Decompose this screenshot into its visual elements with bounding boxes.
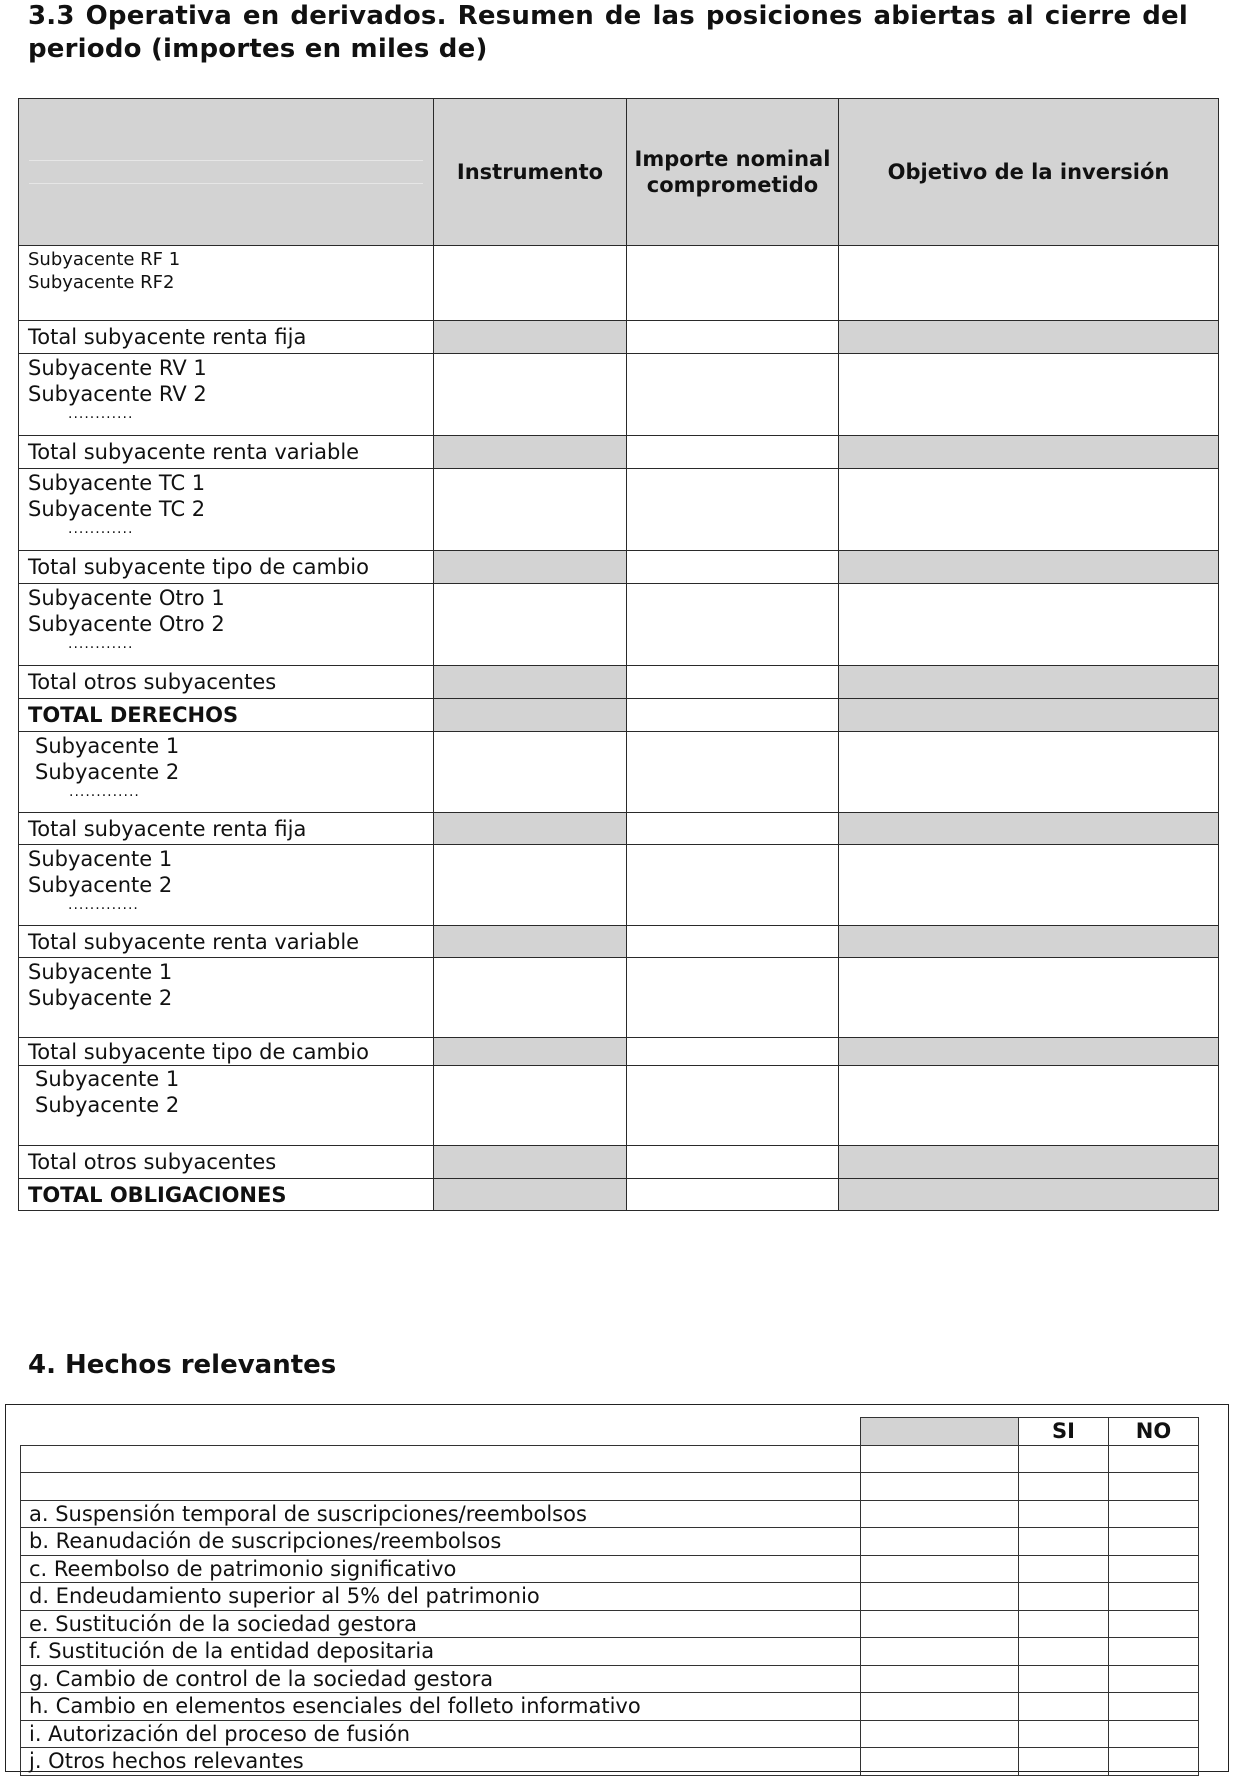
cell-nominal <box>627 1146 839 1179</box>
row-label-line: Subyacente TC 2 <box>28 497 206 521</box>
row-label: Total subyacente renta fija <box>19 321 434 354</box>
row-label: Total subyacente tipo de cambio <box>19 1038 434 1066</box>
header-instrument: Instrumento <box>434 99 627 246</box>
section-4-title: 4. Hechos relevantes <box>28 1350 337 1380</box>
fact-si-cell[interactable] <box>1019 1445 1109 1473</box>
cell-instrument <box>434 551 627 584</box>
row-label <box>19 354 434 436</box>
cell-objective <box>839 958 1219 1038</box>
cell-instrument <box>434 246 627 321</box>
fact-label: g. Cambio de control de la sociedad gestora <box>21 1665 861 1693</box>
cell-nominal <box>627 1038 839 1066</box>
cell-instrument <box>434 813 627 845</box>
table-row-grand-total <box>19 1179 1219 1211</box>
cell-objective <box>839 354 1219 436</box>
cell-nominal <box>627 699 839 732</box>
fact-si-cell[interactable] <box>1019 1748 1109 1776</box>
header-nominal-line1: Importe nominal <box>634 147 831 171</box>
cell-nominal <box>627 666 839 699</box>
fact-row <box>21 1610 1199 1638</box>
cell-objective <box>839 584 1219 666</box>
fact-row <box>21 1528 1199 1556</box>
row-label-line: Subyacente 2 <box>28 873 173 897</box>
cell-instrument <box>434 699 627 732</box>
relevant-facts-table <box>20 1417 1199 1776</box>
fact-label: h. Cambio en elementos esenciales del folleto informativo <box>21 1693 861 1721</box>
fact-label: c. Reembolso de patrimonio significativo <box>21 1555 861 1583</box>
derivatives-table <box>18 98 1219 1211</box>
fact-label: b. Reanudación de suscripciones/reembolsos <box>21 1528 861 1556</box>
facts-blank-row <box>21 1445 1199 1473</box>
table-row <box>19 732 1219 813</box>
section-3-3-title: 3.3 Operativa en derivados. Resumen de las posiciones abiertas al cierre del periodo (importes en miles de) <box>28 1 1188 64</box>
fact-si-cell[interactable] <box>1019 1665 1109 1693</box>
row-label <box>19 732 434 813</box>
cell-objective <box>839 732 1219 813</box>
row-label: Total otros subyacentes <box>19 666 434 699</box>
row-label-line: Subyacente RV 2 <box>28 382 207 406</box>
row-label-line: Subyacente RF2 <box>28 272 175 293</box>
table-row <box>19 354 1219 436</box>
cell-instrument <box>434 584 627 666</box>
table-row <box>19 845 1219 926</box>
cell-objective <box>839 845 1219 926</box>
fact-no-cell[interactable] <box>1109 1665 1199 1693</box>
row-label: Total subyacente renta variable <box>19 436 434 469</box>
row-label: TOTAL OBLIGACIONES <box>19 1179 434 1211</box>
cell-objective <box>839 699 1219 732</box>
header-si: SI <box>1019 1418 1109 1446</box>
row-label-line: Subyacente 2 <box>35 1093 180 1117</box>
fact-label <box>21 1473 861 1501</box>
fact-si-cell[interactable] <box>1019 1528 1109 1556</box>
fact-gray <box>861 1583 1019 1611</box>
cell-nominal <box>627 551 839 584</box>
fact-gray <box>861 1610 1019 1638</box>
header-nominal <box>627 99 839 246</box>
fact-no-cell[interactable] <box>1109 1555 1199 1583</box>
table-row-total <box>19 926 1219 958</box>
cell-objective <box>839 1038 1219 1066</box>
row-dots: ............. <box>69 784 140 800</box>
fact-label: a. Suspensión temporal de suscripciones/reembolsos <box>21 1500 861 1528</box>
row-label <box>19 469 434 551</box>
cell-instrument <box>434 1146 627 1179</box>
row-label-line: Subyacente 2 <box>28 986 173 1010</box>
fact-si-cell[interactable] <box>1019 1555 1109 1583</box>
fact-label: i. Autorización del proceso de fusión <box>21 1720 861 1748</box>
fact-label: j. Otros hechos relevantes <box>21 1748 861 1776</box>
fact-gray <box>861 1638 1019 1666</box>
facts-blank-row <box>21 1473 1199 1501</box>
row-dots: ............ <box>68 521 134 537</box>
cell-nominal <box>627 845 839 926</box>
cell-nominal <box>627 958 839 1038</box>
cell-objective <box>839 1146 1219 1179</box>
fact-si-cell[interactable] <box>1019 1720 1109 1748</box>
fact-si-cell[interactable] <box>1019 1583 1109 1611</box>
header-no: NO <box>1109 1418 1199 1446</box>
fact-label: f. Sustitución de la entidad depositaria <box>21 1638 861 1666</box>
row-label: Total subyacente tipo de cambio <box>19 551 434 584</box>
fact-row <box>21 1583 1199 1611</box>
fact-no-cell[interactable] <box>1109 1445 1199 1473</box>
cell-nominal <box>627 732 839 813</box>
cell-nominal <box>627 354 839 436</box>
cell-instrument <box>434 666 627 699</box>
fact-no-cell[interactable] <box>1109 1610 1199 1638</box>
fact-si-cell[interactable] <box>1019 1638 1109 1666</box>
row-label: TOTAL DERECHOS <box>19 699 434 732</box>
cell-objective <box>839 321 1219 354</box>
row-label-line: Subyacente Otro 1 <box>28 586 225 610</box>
fact-no-cell[interactable] <box>1109 1720 1199 1748</box>
cell-nominal <box>627 813 839 845</box>
table-row <box>19 958 1219 1038</box>
table-row <box>19 246 1219 321</box>
fact-label: e. Sustitución de la sociedad gestora <box>21 1610 861 1638</box>
fact-no-cell[interactable] <box>1109 1748 1199 1776</box>
cell-instrument <box>434 1066 627 1146</box>
cell-instrument <box>434 469 627 551</box>
header-nominal-line2: comprometido <box>646 173 819 197</box>
cell-nominal <box>627 321 839 354</box>
fact-no-cell[interactable] <box>1109 1500 1199 1528</box>
fact-no-cell[interactable] <box>1109 1638 1199 1666</box>
cell-instrument <box>434 436 627 469</box>
row-label-line: Subyacente 1 <box>28 960 173 984</box>
cell-instrument <box>434 1038 627 1066</box>
cell-nominal <box>627 584 839 666</box>
row-label-line: Subyacente 1 <box>35 1067 180 1091</box>
cell-objective <box>839 813 1219 845</box>
row-label-line: Subyacente RV 1 <box>28 356 207 380</box>
row-label-line: Subyacente 1 <box>28 847 173 871</box>
row-label-line: Subyacente RF 1 <box>28 249 181 270</box>
fact-row <box>21 1500 1199 1528</box>
facts-header-row <box>21 1418 1199 1446</box>
fact-gray <box>861 1665 1019 1693</box>
row-label: Total subyacente renta variable <box>19 926 434 958</box>
fact-gray <box>861 1748 1019 1776</box>
table-row-grand-total <box>19 699 1219 732</box>
cell-objective <box>839 926 1219 958</box>
cell-nominal <box>627 246 839 321</box>
row-label <box>19 958 434 1038</box>
table-row-total <box>19 1146 1219 1179</box>
fact-label: d. Endeudamiento superior al 5% del patrimonio <box>21 1583 861 1611</box>
fact-si-cell[interactable] <box>1019 1473 1109 1501</box>
cell-instrument <box>434 321 627 354</box>
row-label: Total subyacente renta fija <box>19 813 434 845</box>
fact-gray <box>861 1500 1019 1528</box>
cell-instrument <box>434 354 627 436</box>
cell-objective <box>839 666 1219 699</box>
header-objective: Objetivo de la inversión <box>839 99 1219 246</box>
table-header-row <box>19 99 1219 246</box>
cell-nominal <box>627 926 839 958</box>
fact-no-cell[interactable] <box>1109 1693 1199 1721</box>
table-row <box>19 469 1219 551</box>
fact-row <box>21 1665 1199 1693</box>
fact-gray <box>861 1720 1019 1748</box>
cell-objective <box>839 1066 1219 1146</box>
header-spacer <box>21 1418 861 1446</box>
row-label-line: Subyacente TC 1 <box>28 471 206 495</box>
header-blank <box>19 99 434 246</box>
fact-gray <box>861 1555 1019 1583</box>
fact-si-cell[interactable] <box>1019 1610 1109 1638</box>
fact-gray <box>861 1693 1019 1721</box>
cell-instrument <box>434 958 627 1038</box>
row-label: Total otros subyacentes <box>19 1146 434 1179</box>
row-label <box>19 584 434 666</box>
cell-instrument <box>434 1179 627 1211</box>
table-row-total <box>19 666 1219 699</box>
table-row-total <box>19 321 1219 354</box>
row-label <box>19 246 434 321</box>
table-row <box>19 584 1219 666</box>
fact-label <box>21 1445 861 1473</box>
table-row <box>19 1066 1219 1146</box>
cell-objective <box>839 246 1219 321</box>
cell-instrument <box>434 845 627 926</box>
cell-nominal <box>627 436 839 469</box>
cell-nominal <box>627 469 839 551</box>
cell-objective <box>839 469 1219 551</box>
table-row-total <box>19 1038 1219 1066</box>
fact-no-cell[interactable] <box>1109 1473 1199 1501</box>
cell-objective <box>839 551 1219 584</box>
fact-row <box>21 1748 1199 1776</box>
fact-gray <box>861 1445 1019 1473</box>
fact-gray <box>861 1473 1019 1501</box>
fact-row <box>21 1555 1199 1583</box>
cell-instrument <box>434 926 627 958</box>
cell-instrument <box>434 732 627 813</box>
cell-objective <box>839 436 1219 469</box>
fact-si-cell[interactable] <box>1019 1500 1109 1528</box>
table-row-total <box>19 813 1219 845</box>
cell-nominal <box>627 1179 839 1211</box>
table-row-total <box>19 551 1219 584</box>
row-label-line: Subyacente 1 <box>35 734 180 758</box>
row-label-line: Subyacente 2 <box>35 760 180 784</box>
fact-gray <box>861 1528 1019 1556</box>
header-gray-cell <box>861 1418 1019 1446</box>
row-dots: ............. <box>68 897 139 913</box>
cell-nominal <box>627 1066 839 1146</box>
row-label <box>19 1066 434 1146</box>
cell-objective <box>839 1179 1219 1211</box>
table-row-total <box>19 436 1219 469</box>
row-dots: ............ <box>68 636 134 652</box>
fact-row <box>21 1638 1199 1666</box>
row-label <box>19 845 434 926</box>
row-dots: ............ <box>68 406 134 422</box>
relevant-facts-box <box>5 1404 1229 1772</box>
fact-row <box>21 1720 1199 1748</box>
fact-row <box>21 1693 1199 1721</box>
fact-no-cell[interactable] <box>1109 1583 1199 1611</box>
row-label-line: Subyacente Otro 2 <box>28 612 225 636</box>
fact-no-cell[interactable] <box>1109 1528 1199 1556</box>
fact-si-cell[interactable] <box>1019 1693 1109 1721</box>
